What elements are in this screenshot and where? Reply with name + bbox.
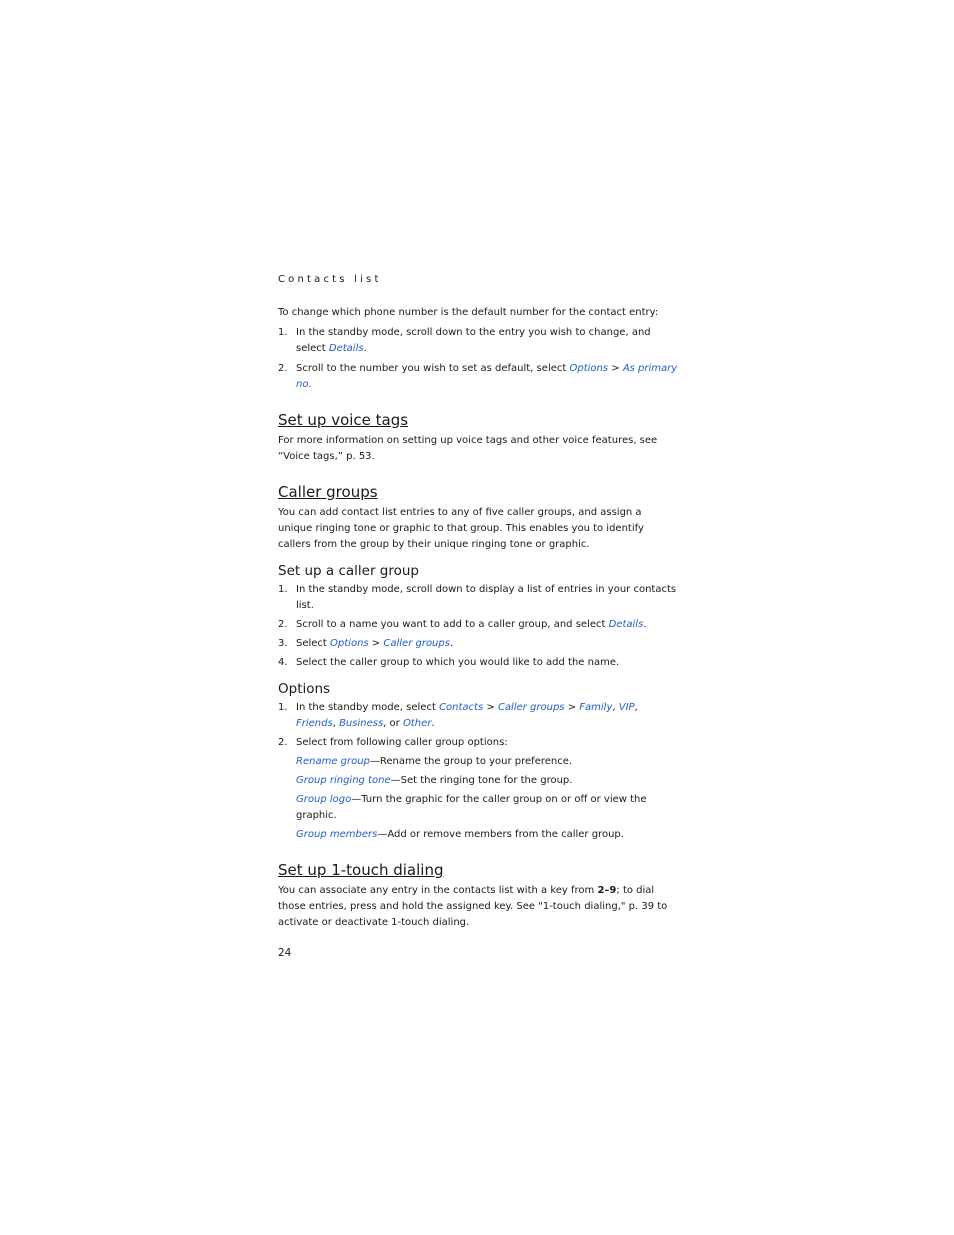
option-item xyxy=(278,827,678,843)
list-item xyxy=(278,700,678,732)
option-desc: —Set the ringing tone for the group. xyxy=(390,775,573,786)
option-item xyxy=(278,792,678,824)
subheading-options: Options xyxy=(278,681,331,697)
list-item xyxy=(278,735,678,751)
caller-groups-body: You can add contact list entries to any of five caller groups, and assign a unique ringing tone or graphic to that group. This enables you to identify callers from the group by their unique ringing tone or graphic. xyxy=(278,507,644,550)
details-link[interactable]: Details xyxy=(608,619,644,630)
vip-link[interactable]: VIP xyxy=(618,702,635,713)
punctuation: , xyxy=(612,702,619,713)
one-touch-body xyxy=(278,883,678,931)
family-link[interactable]: Family xyxy=(579,702,613,713)
step-text: Scroll to the number you wish to set as default, select xyxy=(296,363,570,374)
contacts-link[interactable]: Contacts xyxy=(439,702,484,713)
body-text: ; to dial those entries, press and hold the assigned key. See "1-touch dialing," p. 39 to activate or deactivate 1-touch dialing. xyxy=(278,885,668,928)
group-logo-link[interactable]: Group logo xyxy=(296,794,352,805)
list-item xyxy=(278,325,678,357)
intro-text: To change which phone number is the default number for the contact entry: xyxy=(278,307,659,318)
rename-group-link[interactable]: Rename group xyxy=(296,756,370,767)
document-page xyxy=(278,272,678,931)
step-number: 2. xyxy=(278,737,288,748)
subheading-set-up-caller-group: Set up a caller group xyxy=(278,563,419,579)
separator: > xyxy=(608,363,623,374)
punctuation: , xyxy=(634,702,638,713)
list-item xyxy=(278,636,678,652)
options-link[interactable]: Options xyxy=(330,638,369,649)
options-steps xyxy=(278,700,678,751)
step-text: Select from following caller group options: xyxy=(296,737,508,748)
section-heading-one-touch: Set up 1-touch dialing xyxy=(278,861,444,879)
punctuation: . xyxy=(643,619,647,630)
body-text: You can associate any entry in the contacts list with a key from xyxy=(278,885,598,896)
punctuation: . xyxy=(363,343,367,354)
friends-link[interactable]: Friends xyxy=(296,718,333,729)
options-link[interactable]: Options xyxy=(569,363,609,374)
group-ringing-tone-link[interactable]: Group ringing tone xyxy=(296,775,391,786)
step-text: In the standby mode, select xyxy=(296,702,440,713)
option-desc: —Add or remove members from the caller group. xyxy=(377,829,624,840)
caller-group-steps xyxy=(278,582,678,671)
list-item xyxy=(278,617,678,633)
other-link[interactable]: Other xyxy=(402,718,432,729)
option-desc: —Turn the graphic for the caller group on or off or view the graphic. xyxy=(296,794,647,821)
key-range: 2–9 xyxy=(597,885,617,896)
step-text: Scroll to a name you want to add to a caller group, and select xyxy=(296,619,609,630)
as-primary-link[interactable]: As primary no. xyxy=(296,363,678,390)
caller-groups-link[interactable]: Caller groups xyxy=(383,638,450,649)
step-text: Select xyxy=(296,638,331,649)
step-number: 1. xyxy=(278,702,288,713)
separator: > xyxy=(483,702,498,713)
separator: > xyxy=(564,702,580,713)
list-item xyxy=(278,361,678,393)
list-item xyxy=(278,655,678,671)
step-text: In the standby mode, scroll down to the entry you wish to change, and select xyxy=(296,327,651,354)
voice-tags-body: For more information on setting up voice tags and other voice features, see “Voice tags,” p. 53. xyxy=(278,435,658,462)
running-head: Contacts list xyxy=(278,274,382,285)
punctuation: , xyxy=(332,718,340,729)
caller-groups-link[interactable]: Caller groups xyxy=(497,702,565,713)
section-heading-voice-tags: Set up voice tags xyxy=(278,411,409,429)
business-link[interactable]: Business xyxy=(339,718,384,729)
step-number: 2. xyxy=(278,363,288,374)
group-members-link[interactable]: Group members xyxy=(296,829,378,840)
separator: > xyxy=(368,638,384,649)
default-number-steps xyxy=(278,325,678,393)
step-number: 3. xyxy=(278,638,288,649)
option-desc: —Rename the group to your preference. xyxy=(369,756,573,767)
option-item xyxy=(278,773,678,789)
list-item xyxy=(278,582,678,614)
step-text: In the standby mode, scroll down to display a list of entries in your contacts list. xyxy=(296,584,677,611)
punctuation: . xyxy=(431,718,435,729)
punctuation: . xyxy=(449,638,454,649)
section-heading-caller-groups: Caller groups xyxy=(278,483,378,501)
details-link[interactable]: Details xyxy=(328,343,364,354)
page-number: 24 xyxy=(278,947,292,959)
or-text: , or xyxy=(383,718,403,729)
step-number: 2. xyxy=(278,619,288,630)
step-number: 1. xyxy=(278,584,288,595)
option-item xyxy=(278,754,678,770)
step-number: 4. xyxy=(278,657,288,668)
step-text: Select the caller group to which you would like to add the name. xyxy=(296,657,620,668)
step-number: 1. xyxy=(278,327,288,338)
